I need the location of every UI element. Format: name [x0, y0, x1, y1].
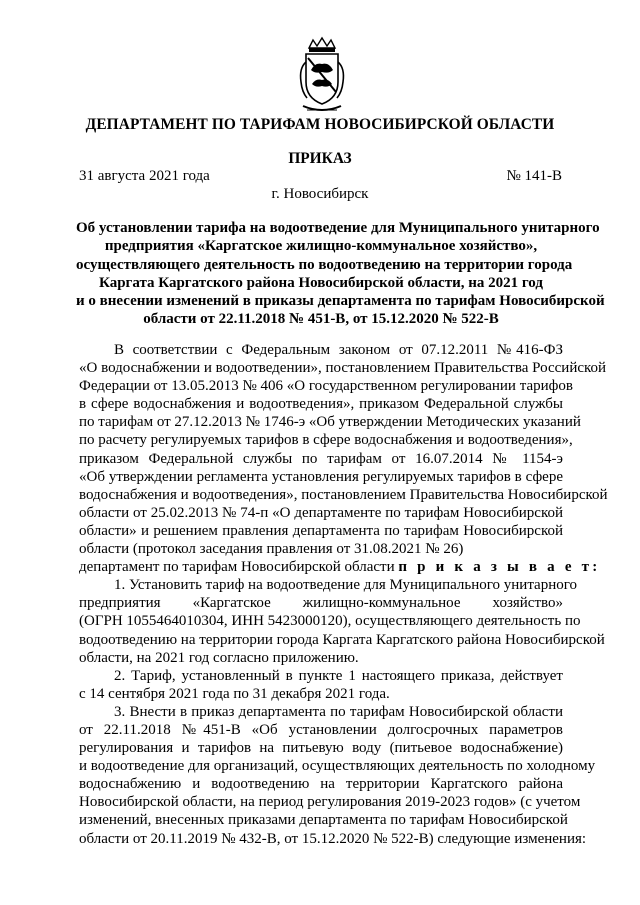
- item1-line: области, на 2021 год согласно приложению.: [79, 649, 359, 666]
- order-date: 31 августа 2021 года: [79, 168, 210, 184]
- preamble-line: в сфере водоснабжения и водоотведения», приказом Федеральной службы: [79, 396, 563, 413]
- item1-line: водоотведению на территории города Каргата Каргатского района Новосибирской: [79, 631, 605, 648]
- item1-line: (ОГРН 1055464010304, ИНН 5423000120), осуществляющего деятельность по: [79, 613, 581, 630]
- preamble-line: «О водоснабжении и водоотведении», постановлением Правительства Российской: [79, 360, 607, 377]
- item2-line: с 14 сентября 2021 года по 31 декабря 2021 года.: [79, 685, 390, 702]
- title-line: и о внесении изменений в приказы департамента по тарифам Новосибирской: [76, 293, 605, 310]
- item1-line: предприятия «Каргатское жилищно-коммунальное хозяйство»: [79, 595, 563, 612]
- preamble-line: по тарифам от 27.12.2013 № 1746-э «Об утверждении Методических указаний: [79, 414, 581, 431]
- item3-line: Новосибирской области, на период регулирования 2019-2023 годов» (с учетом: [79, 794, 581, 811]
- title-line: Об установлении тарифа на водоотведение для Муниципального унитарного: [76, 220, 600, 236]
- item3-line: и водоотведение для организаций, осуществляющих деятельность по холодному: [79, 758, 596, 775]
- document-type: ПРИКАЗ: [288, 150, 352, 167]
- coat-of-arms-novosibirsk-icon: [297, 36, 347, 118]
- item3-line: от 22.11.2018 №451-В «Об установлении долгосрочных параметров: [79, 721, 563, 738]
- item3-line: водоснабжению и водоотведению на территории Каргатского района: [79, 776, 563, 793]
- preamble-line: В соответствии с Федеральным законом от 07.12.2011 №416-ФЗ: [114, 342, 563, 358]
- decree-word: п р и к а з ы в а е т:: [398, 559, 601, 576]
- item3-line: области от 20.11.2019 № 432-В, от 15.12.2020 № 522-В) следующие изменения:: [79, 830, 587, 847]
- title-line: предприятия «Каргатское жилищно-коммунальное хозяйство»,: [104, 238, 538, 255]
- title-line: осуществляющего деятельность по водоотведению на территории города: [76, 256, 573, 273]
- item3-line: 3. Внести в приказ департамента по тарифам Новосибирской области: [114, 703, 563, 720]
- order-city: г. Новосибирск: [271, 186, 369, 202]
- order-body: [79, 341, 608, 848]
- title-line: Каргата Каргатского района Новосибирской области, на 2021 год: [99, 274, 543, 291]
- preamble-line: приказом Федеральной службы по тарифам от 16.07.2014 № 1154-э: [79, 450, 563, 467]
- preamble-line: области» и решением правления департамента по тарифам Новосибирской: [79, 522, 563, 539]
- preamble-line: Федерации от 13.05.2013 № 406 «О государственном регулировании тарифов: [79, 378, 573, 395]
- preamble-line: области от 25.02.2013 № 74-п «О департаменте по тарифам Новосибирской: [79, 504, 563, 521]
- decree-line: [79, 558, 601, 576]
- order-title: [76, 219, 605, 329]
- title-line: области от 22.11.2018 № 451-В, от 15.12.2020 № 522-В: [143, 311, 499, 328]
- preamble-line: по расчету регулируемых тарифов в сфере водоснабжения и водоотведения»,: [79, 432, 573, 449]
- order-number: № 141-В: [506, 168, 562, 184]
- preamble-line: водоснабжения и водоотведения», постановлением Правительства Новосибирской: [79, 486, 608, 503]
- preamble-line: «Об утверждении регламента установления регулируемых тарифов в сфере: [79, 468, 563, 485]
- item1-line: 1. Установить тариф на водоотведение для Муниципального унитарного: [114, 577, 578, 594]
- item3-line: изменений, внесенных приказами департамента по тарифам Новосибирской: [79, 812, 568, 829]
- decree-intro: департамент по тарифам Новосибирской области: [79, 559, 395, 576]
- preamble-line: области (протокол заседания правления от 31.08.2021 № 26): [79, 541, 464, 558]
- item2-line: 2. Тариф, установленный в пункте 1 настоящего приказа, действует: [114, 667, 563, 684]
- department-name: ДЕПАРТАМЕНТ ПО ТАРИФАМ НОВОСИБИРСКОЙ ОБЛАСТИ: [85, 116, 555, 133]
- item3-line: регулирования и тарифов на питьевую воду (питьевое водоснабжение): [79, 740, 563, 757]
